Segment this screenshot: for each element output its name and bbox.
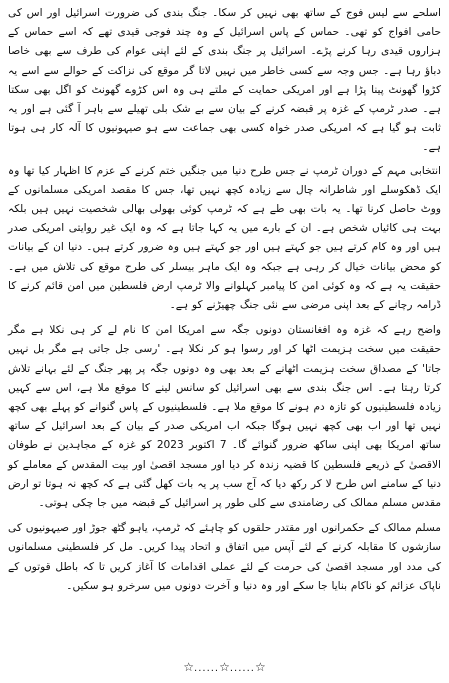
star-icon: ☆	[219, 660, 230, 674]
article-body	[8, 4, 441, 644]
paragraph-1: اسلحے سے لیس فوج کے ساتھ بھی نہیں کر سکا۔ جنگ بندی کی ضرورت اسرائیل اور اس کی حامی افواج کو تھی۔ حماس کے پاس اسرائیل کے وہ چند فوجی قیدی تھے کہ اسے حماس کے ہزاروں قیدی رہا کرنے پڑے۔ اسرائیل پر جنگ بندی کے لئے اپنی عوام کی طرف سے بھی خاصا دباؤ رہا ہے۔ جس وجہ سے کسی خاطر میں نہیں لاتا گر موقع کی نزاکت کے حوالے سے اسے یہ کڑوا گھونٹ پینا پڑا ہے اور امریکی حمایت کے ملتے ہی وہ اس کڑوے گھونٹ کو اگل بھی سکتا ہے۔ صدر ٹرمپ کے غزہ پر قبضہ کرنے کے بیان سے بے شک بلی تھیلے سے باہر آ گئی ہے اور یہ ثابت ہو گیا ہے کہ امریکی صدر خواہ کسی بھی جماعت سے ہو صیہونیوں کا آلہ کار ہی ہوتا ہے۔	[8, 7, 441, 154]
paragraph-2: انتخابی مہم کے دوران ٹرمپ نے جس طرح دنیا میں جنگیں ختم کرنے کے عزم کا اظہار کیا تھا وہ ایک ڈھکوسلے اور شاطرانہ چال سے زیادہ کچھ نہیں تھا، جس کا مقصد امریکی مسلمانوں کے ووٹ حاصل کرنا تھا۔ یہ بات بھی طے ہے کہ ٹرمپ کوئی بھولی بھالی شخصیت نہیں ہیں بلکہ بہت ہی کائیاں شخص ہے۔ ان کے بارے میں یہ کہا جاتا ہے کہ وہ ایک غیر روایتی امریکی صدر ہیں اور وہ کام کرتے ہیں جو کہتے ہیں اور جو کہتے ہیں وہ ضرور کرتے ہیں۔ دنیا ان کے بیانات کو محض بیانات خیال کر رہی ہے جبکہ وہ ایک ماہر بیسلر کی طرح موقع کی تلاش میں ہے۔ حقیقت یہ ہے کہ وہ کوئی امن کا پیامبر کہلوانے والا ٹرمپ ارض فلسطین میں امن قائم کرنے کا ڈرامہ رچانے کے بعد اپنی مرضی سے نئی جنگ چھیڑنے کو ہے۔	[8, 164, 441, 312]
end-ornament	[0, 659, 449, 677]
star-icon: ☆	[183, 660, 195, 674]
ornament-dots: ......	[229, 663, 255, 674]
paragraph-3: واضح رہے کہ غزہ وہ افغانستان دونوں جگہ سے امریکا امن کا نام لے کر ہی نکلا ہے مگر حقیقت میں سخت ہزیمت اٹھا کر اور رسوا ہو کر نکلا ہے۔ 'رسی جل جاتی ہے مگر بل نہیں جاتا' کے مصداق سخت ہزیمت اٹھانے کے بعد بھی وہ دونوں جگہ پر پھر جنگ کے لئے بہانے تلاش کرتا رہتا ہے۔ اس جنگ بندی سے بھی اسرائیل کو سانس لینے کا موقع ملا ہے، اس سے کہیں زیادہ فلسطینیوں کو تازہ دم ہونے کا موقع ملا ہے۔ فلسطینیوں کے پاس گنوانے کو پہلے بھی کچھ نہیں تھا اور اب بھی کچھ نہیں ہوگا جبکہ اب امریکی صدر کے بیان کے بعد اسرائیل کے ساتھ ساتھ امریکا بھی اپنی ساکھ ضرور گنوائے گا۔ 7 اکتوبر 2023 کو غزہ کے مجاہدین نے طوفان الاقصیٰ کے ذریعے فلسطین کا قضیہ زندہ کر دیا اور مسجد اقصیٰ اور بیت المقدس کے معاملے کو دنیا کے سامنے اس طرح لا کر رکھ دیا کہ آج سب پر یہ بات کھل گئی ہے کہ کچھ نہ ہوتا تو ارض مقدس مسلم ممالک کی رضامندی سے کلی طور پر اسرائیل کے قبضہ میں جا چکی ہوتی۔	[8, 324, 442, 510]
ornament-dots: ......	[194, 663, 220, 674]
star-icon: ☆	[254, 660, 266, 674]
paragraph-4: مسلم ممالک کے حکمرانوں اور مقتدر حلقوں کو چاہئے کہ ٹرمپ، یاہو گٹھ جوڑ اور صیہونیوں کی سازشوں کا مقابلہ کرنے کے لئے آپس میں اتفاق و اتحاد پیدا کریں۔ مل کر فلسطینی مسلمانوں کی مدد اور مسجد اقصیٰ کی حرمت کے لئے عملی اقدامات کا آغاز کریں تا کہ باطل قوتوں کے ناپاک عزائم کو ناکام بنایا جا سکے اور وہ دنیا و آخرت دونوں میں سرخرو ہو سکیں۔	[8, 522, 441, 592]
